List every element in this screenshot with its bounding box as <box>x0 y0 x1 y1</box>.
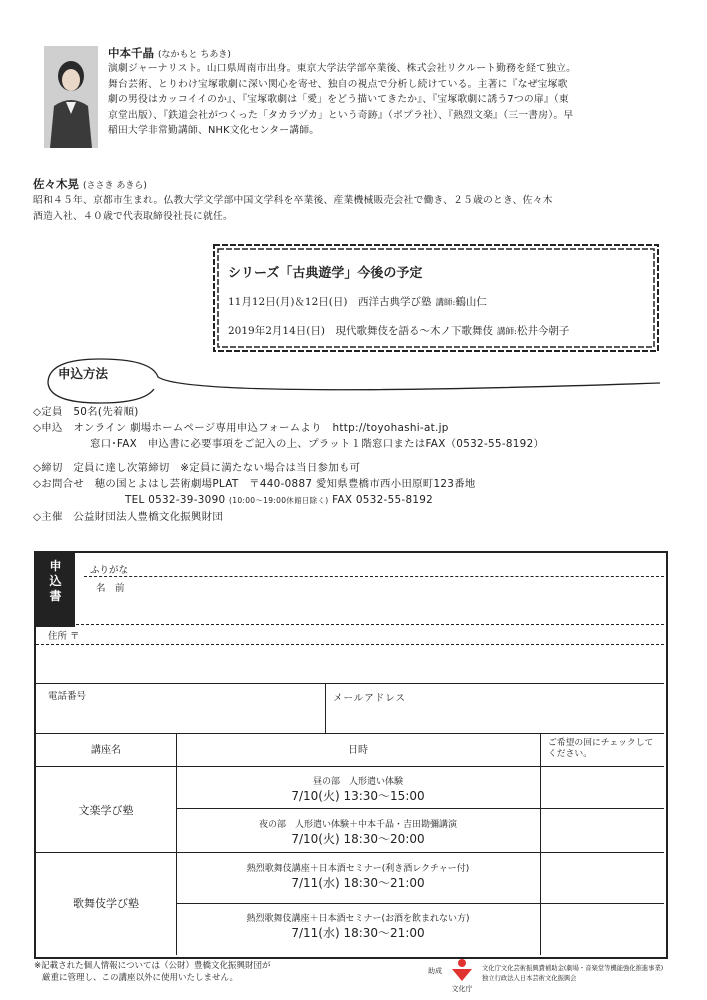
session-row: 昼の部 人形遣い体験 7/10(火) 13:30～15:00 <box>291 777 425 803</box>
phone-email-divider <box>325 683 326 733</box>
bio2-name: 佐々木晃 (ささき あきら) <box>33 177 147 191</box>
contact-text: ◇お問合せ 穂の国とよはし芸術劇場PLAT 〒440-0887 愛知県豊橋市西小田原町123番地 <box>33 478 476 490</box>
col-check-header: ご希望の回にチェックしてください。 <box>548 738 654 759</box>
privacy-note: ※記載された個人情報については（公財）豊橋文化振興財団が 厳重に管理し、この講座以外に使用いたしません。 <box>34 961 271 983</box>
course-name-bunraku: 文楽学び塾 <box>78 804 134 817</box>
bio2-text: 昭和４５年、京都市生まれ。仏教大学文学部中国文学科を卒業後、産業機械販売会社で働き、２５歳のとき、佐々木 酒造入社、４０歳で代表取締役社長に就任。 <box>33 195 553 222</box>
method-text: ◇申込 オンライン 劇場ホームページ専用申込フォームより http://toyohashi-at.jp <box>33 422 449 434</box>
series-title: シリーズ「古典遊学」今後の予定 <box>228 266 423 281</box>
deadline-text: ◇締切 定員に達し次第締切 ※定員に満たない場合は当日参加も可 <box>33 462 361 474</box>
course-name-kabuki: 歌舞伎学び塾 <box>73 897 139 910</box>
session-row: 熱烈歌舞伎講座＋日本酒セミナー(利き酒レクチャー付) 7/11(水) 18:30～21:00 <box>246 864 470 890</box>
email-field[interactable] <box>330 702 660 730</box>
grant-text: 文化庁文化芸術振興費補助金(劇場・音楽堂等機能強化推進事業) 独立行政法人日本芸術文化振興会 <box>482 965 664 982</box>
phone-field[interactable] <box>40 700 320 730</box>
address-label: 住所 〒 <box>48 631 80 642</box>
table-top <box>36 733 664 734</box>
form-header: 申 込 書 <box>36 553 75 627</box>
session-row: 熱烈歌舞伎講座＋日本酒セミナー(お酒を飲まれない方) 7/11(水) 18:30～21:00 <box>246 914 470 940</box>
agency-logo: 文化庁 <box>448 956 476 996</box>
bio1-text: 演劇ジャーナリスト。山口県周南市出身。東京大学法学部卒業後、株式会社リクルート勤務を経て独立。 舞台芸術、とりわけ宝塚歌劇に深い関心を寄せ、独自の視点で分析し続けている。主著に『なぜ宝塚歌 劇の男役はカッコイイのか』、『宝塚歌劇は「愛」をどう描いてきたか』、『宝塚歌劇に誘う7つの扉』（東 京堂出版）、『鉄道会社がつくった「タカラヅカ」という奇跡』（ポプラ社）、『熱烈文楽』（三一書房）。早 稲田大学非常勤講師、NHK文化センター講師。 <box>108 63 577 136</box>
author-photo <box>44 46 98 148</box>
email-label: メールアドレス <box>333 693 407 704</box>
apply-heading: 申込方法 <box>58 366 109 381</box>
session-row: 夜の部 人形遣い体験＋中本千晶・吉田勘彌講演 7/10(火) 18:30～20:00 <box>258 820 457 846</box>
phone-label: 電話番号 <box>48 691 87 702</box>
apply-heading-bubble <box>40 353 680 409</box>
capacity-text: ◇定員 50名(先着順) <box>33 406 139 418</box>
series-item: 11月12日(月)＆12日(日) 西洋古典学び塾 講師:鶴山仁 <box>228 296 487 308</box>
series-item: 2019年2月14日(日) 現代歌舞伎を語る～木ノ下歌舞伎 講師:松井今朝子 <box>228 325 570 337</box>
name-divider <box>36 624 664 625</box>
contact-tel: TEL 0532-39-3090 (10:00～19:00休館日除く) FAX 0532-55-8192 <box>125 494 434 506</box>
checkbox-session[interactable] <box>541 904 664 954</box>
address-dashed <box>36 644 664 645</box>
furigana-label: ふりがな <box>90 565 129 576</box>
address-field[interactable] <box>40 640 658 678</box>
apply-info <box>33 404 683 525</box>
col-datetime-header: 日時 <box>348 745 368 756</box>
phone-divider <box>36 683 664 684</box>
checkbox-session[interactable] <box>541 853 664 902</box>
organizer-text: ◇主催 公益財団法人豊橋文化振興財団 <box>33 511 224 523</box>
support-label: 助成 <box>428 967 442 975</box>
name-field[interactable] <box>84 592 654 622</box>
checkbox-session[interactable] <box>541 767 664 808</box>
agency-logo-icon <box>449 956 475 982</box>
furigana-divider <box>84 576 664 577</box>
name-label: 名 前 <box>96 583 125 594</box>
bio1-name: 中本千晶 (なかもと ちあき) <box>108 46 231 60</box>
col-course-header: 講座名 <box>91 745 121 756</box>
checkbox-session[interactable] <box>541 809 664 851</box>
method-text-2: 窓口･FAX 申込書に必要事項をご記入の上、プラット１階窓口またはFAX（0532-55-8192） <box>90 438 545 450</box>
